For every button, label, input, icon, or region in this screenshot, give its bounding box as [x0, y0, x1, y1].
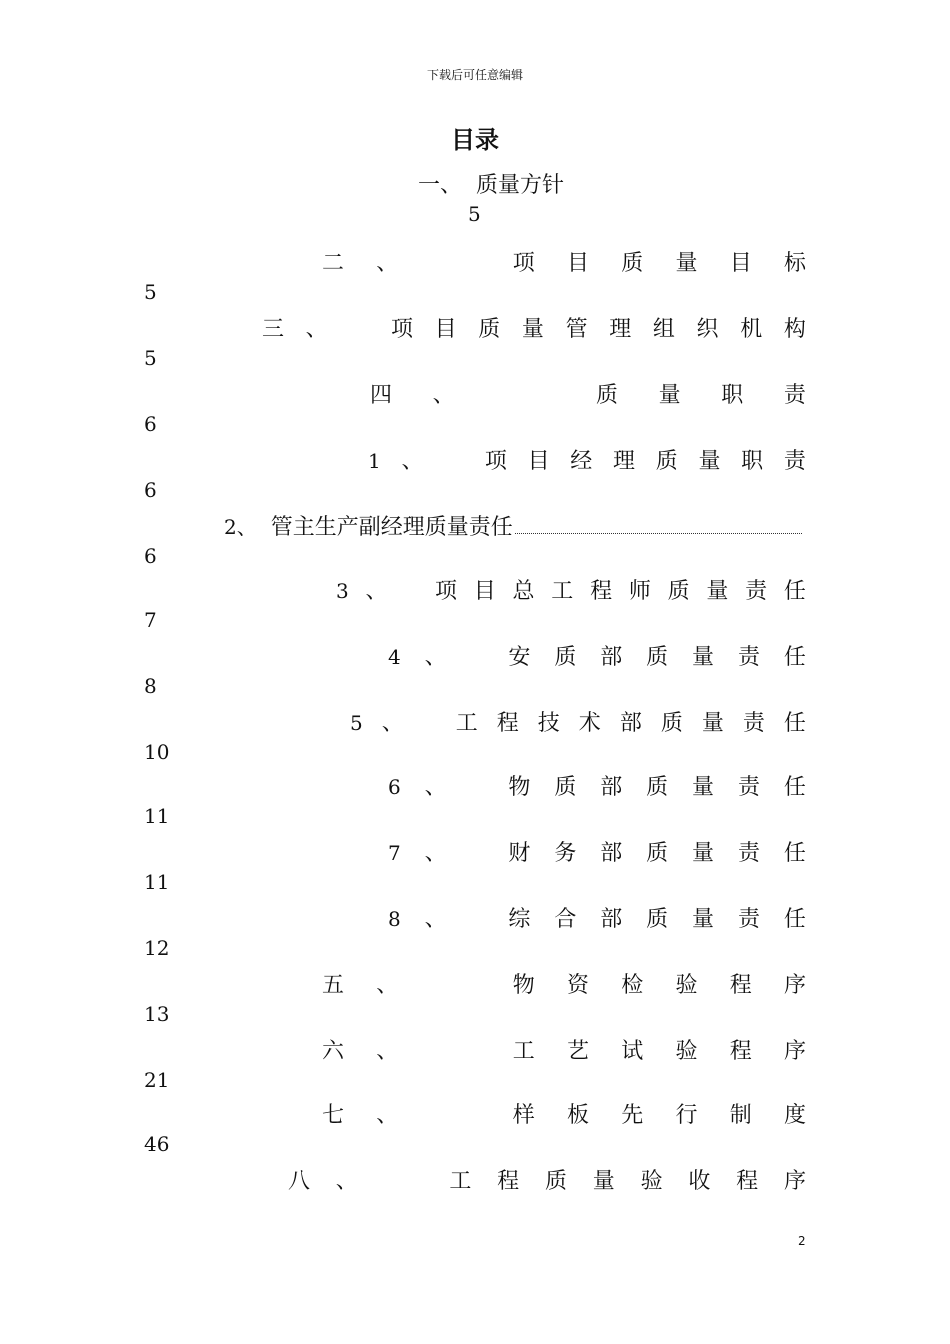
toc-char: 艺 [566, 1039, 589, 1064]
toc-char: 目 [434, 317, 457, 342]
toc-entry-number: 7 [388, 841, 401, 865]
toc-char: 质 [655, 449, 678, 474]
toc-char: 程 [729, 1039, 752, 1064]
toc-char: 责 [742, 711, 765, 736]
toc-entry-number: 五 [322, 973, 345, 998]
toc-page-number: 10 [144, 740, 170, 764]
toc-char: 质 [478, 317, 501, 342]
toc-char: 目 [566, 251, 589, 276]
toc-char: 验 [640, 1169, 663, 1194]
toc-char: 程 [496, 711, 519, 736]
toc-entry-sep: 、 [424, 907, 447, 932]
toc-char: 序 [783, 1039, 806, 1064]
toc-entry[interactable] [368, 444, 806, 475]
toc-char: 责 [737, 907, 760, 932]
toc-entry[interactable] [336, 574, 806, 605]
toc-char: 任 [783, 579, 806, 604]
toc-char: 部 [600, 907, 623, 932]
toc-char: 量 [692, 907, 715, 932]
toc-char: 量 [692, 841, 715, 866]
toc-entry-sep: 、 [365, 579, 388, 604]
toc-char: 责 [783, 449, 806, 474]
toc-char: 技 [537, 711, 560, 736]
toc-char: 量 [706, 579, 729, 604]
toc-entry-text: 质量方针 [476, 173, 565, 198]
toc-char: 质 [554, 775, 577, 800]
toc-char: 经 [570, 449, 593, 474]
toc-char: 程 [736, 1169, 759, 1194]
toc-char: 安 [508, 645, 531, 670]
toc-char: 质 [667, 579, 690, 604]
toc-title: 目录 [451, 126, 499, 154]
toc-entry[interactable] [388, 770, 806, 801]
toc-char: 量 [592, 1169, 615, 1194]
toc-entry[interactable] [322, 1098, 806, 1129]
toc-char: 织 [696, 317, 719, 342]
toc-char: 项 [435, 579, 458, 604]
toc-char: 工 [512, 1039, 535, 1064]
toc-entry-sep: 、 [424, 645, 447, 670]
toc-char: 量 [675, 251, 698, 276]
toc-char: 部 [600, 775, 623, 800]
toc-char: 验 [675, 1039, 698, 1064]
toc-char: 程 [729, 973, 752, 998]
toc-entry[interactable] [388, 836, 806, 867]
toc-entry-sep: 、 [376, 251, 399, 276]
toc-entry-sep: 、 [424, 775, 447, 800]
toc-char: 试 [621, 1039, 644, 1064]
toc-entry-number: 1 [368, 449, 381, 473]
toc-char: 务 [554, 841, 577, 866]
toc-char: 度 [783, 1103, 806, 1128]
toc-entry-number: 3 [336, 579, 349, 603]
toc-char: 量 [658, 383, 681, 408]
toc-char: 质 [621, 251, 644, 276]
toc-char: 职 [741, 449, 764, 474]
toc-entry-sep: 、 [381, 711, 404, 736]
toc-entry-number: 六 [322, 1039, 345, 1064]
toc-char: 标 [783, 251, 806, 276]
toc-char: 检 [621, 973, 644, 998]
toc-page-number: 5 [144, 346, 157, 370]
toc-entry-sep: 、 [376, 1039, 399, 1064]
toc-entry-number: 三 [262, 317, 285, 342]
toc-entry-sep: 、 [376, 1103, 399, 1128]
footer-page-number: 2 [798, 1234, 806, 1248]
toc-char: 序 [783, 1169, 806, 1194]
toc-char: 理 [609, 317, 632, 342]
toc-page-number: 13 [144, 1002, 170, 1026]
toc-char: 责 [737, 841, 760, 866]
toc-char: 责 [783, 383, 806, 408]
toc-char: 任 [783, 645, 806, 670]
toc-char: 责 [745, 579, 768, 604]
toc-char: 任 [783, 775, 806, 800]
toc-page-number: 6 [144, 544, 157, 568]
toc-page-number: 11 [144, 870, 170, 894]
toc-entry[interactable] [418, 168, 564, 199]
toc-char: 量 [701, 711, 724, 736]
toc-char: 任 [783, 841, 806, 866]
toc-char: 序 [783, 973, 806, 998]
toc-char: 总 [512, 579, 535, 604]
toc-char: 任 [783, 907, 806, 932]
toc-char: 质 [646, 907, 669, 932]
toc-char: 质 [554, 645, 577, 670]
toc-entry-number: 四 [370, 383, 393, 408]
toc-entry[interactable] [262, 312, 806, 343]
toc-entry-sep: 、 [376, 973, 399, 998]
toc-page-number: 11 [144, 804, 170, 828]
toc-char: 师 [628, 579, 651, 604]
toc-leader [515, 533, 802, 534]
toc-entry[interactable] [322, 246, 806, 277]
toc-char: 任 [783, 711, 806, 736]
toc-char: 目 [473, 579, 496, 604]
toc-entry-text: 管主生产副经理质量责任 [270, 515, 513, 540]
toc-char: 工 [551, 579, 574, 604]
toc-entry-number: 6 [388, 775, 401, 799]
toc-char: 构 [783, 317, 806, 342]
toc-entry-sep: 、 [401, 449, 424, 474]
toc-entry[interactable] [350, 706, 806, 737]
toc-char: 目 [729, 251, 752, 276]
toc-char: 程 [497, 1169, 520, 1194]
toc-char: 质 [646, 775, 669, 800]
toc-char: 先 [621, 1103, 644, 1128]
toc-char: 资 [566, 973, 589, 998]
toc-char: 部 [600, 645, 623, 670]
toc-page-number: 12 [144, 936, 170, 960]
toc-entry-number: 一、 [418, 173, 463, 198]
toc-page-number: 5 [144, 280, 157, 304]
page-header: 下载后可任意编辑 [426, 68, 523, 82]
toc-entry-sep: 、 [424, 841, 447, 866]
toc-char: 工 [455, 711, 478, 736]
toc-entry[interactable] [288, 1164, 806, 1195]
toc-char: 部 [619, 711, 642, 736]
toc-char: 机 [740, 317, 763, 342]
toc-char: 制 [729, 1103, 752, 1128]
toc-char: 质 [660, 711, 683, 736]
toc-char: 质 [646, 841, 669, 866]
toc-entry-number: 4 [388, 645, 401, 669]
toc-char: 责 [737, 775, 760, 800]
toc-entry[interactable] [224, 510, 804, 541]
toc-char: 验 [675, 973, 698, 998]
toc-char: 物 [508, 775, 531, 800]
toc-char: 量 [692, 645, 715, 670]
toc-char: 项 [390, 317, 413, 342]
toc-entry-number: 5 [350, 711, 363, 735]
toc-char: 部 [600, 841, 623, 866]
toc-entry-sep: 、 [335, 1169, 358, 1194]
toc-char: 物 [512, 973, 535, 998]
toc-page-number: 5 [468, 202, 481, 226]
toc-char: 项 [484, 449, 507, 474]
toc-char: 责 [737, 645, 760, 670]
toc-char: 量 [521, 317, 544, 342]
toc-page-number: 6 [144, 412, 157, 436]
toc-char: 合 [554, 907, 577, 932]
toc-page-number: 6 [144, 478, 157, 502]
toc-char: 综 [508, 907, 531, 932]
toc-char: 组 [652, 317, 675, 342]
toc-entry-number: 七 [322, 1103, 345, 1128]
toc-char: 工 [449, 1169, 472, 1194]
toc-char: 项 [512, 251, 535, 276]
toc-entry[interactable] [322, 1034, 806, 1065]
toc-char: 质 [595, 383, 618, 408]
toc-char: 行 [675, 1103, 698, 1128]
toc-char: 财 [508, 841, 531, 866]
toc-char: 程 [590, 579, 613, 604]
toc-char: 量 [692, 775, 715, 800]
toc-page-number: 46 [144, 1132, 170, 1156]
toc-entry-number: 八 [288, 1169, 311, 1194]
toc-char: 收 [688, 1169, 711, 1194]
toc-char: 板 [566, 1103, 589, 1128]
toc-char: 管 [565, 317, 588, 342]
toc-entry-number: 8 [388, 907, 401, 931]
toc-char: 质 [646, 645, 669, 670]
toc-entry-sep: 、 [432, 383, 455, 408]
toc-entry[interactable] [322, 968, 806, 999]
toc-entry-number: 二 [322, 251, 345, 276]
toc-entry-sep: 、 [305, 317, 328, 342]
toc-entry[interactable] [388, 640, 806, 671]
toc-char: 术 [578, 711, 601, 736]
toc-char: 目 [527, 449, 550, 474]
toc-page-number: 8 [144, 674, 157, 698]
toc-char: 量 [698, 449, 721, 474]
toc-page-number: 21 [144, 1068, 170, 1092]
toc-char: 质 [544, 1169, 567, 1194]
toc-page-number: 7 [144, 608, 157, 632]
toc-entry[interactable] [388, 902, 806, 933]
toc-char: 职 [721, 383, 744, 408]
toc-char: 样 [512, 1103, 535, 1128]
toc-char: 理 [613, 449, 636, 474]
toc-entry-number: 2、 [224, 515, 257, 539]
toc-entry[interactable] [370, 378, 806, 409]
